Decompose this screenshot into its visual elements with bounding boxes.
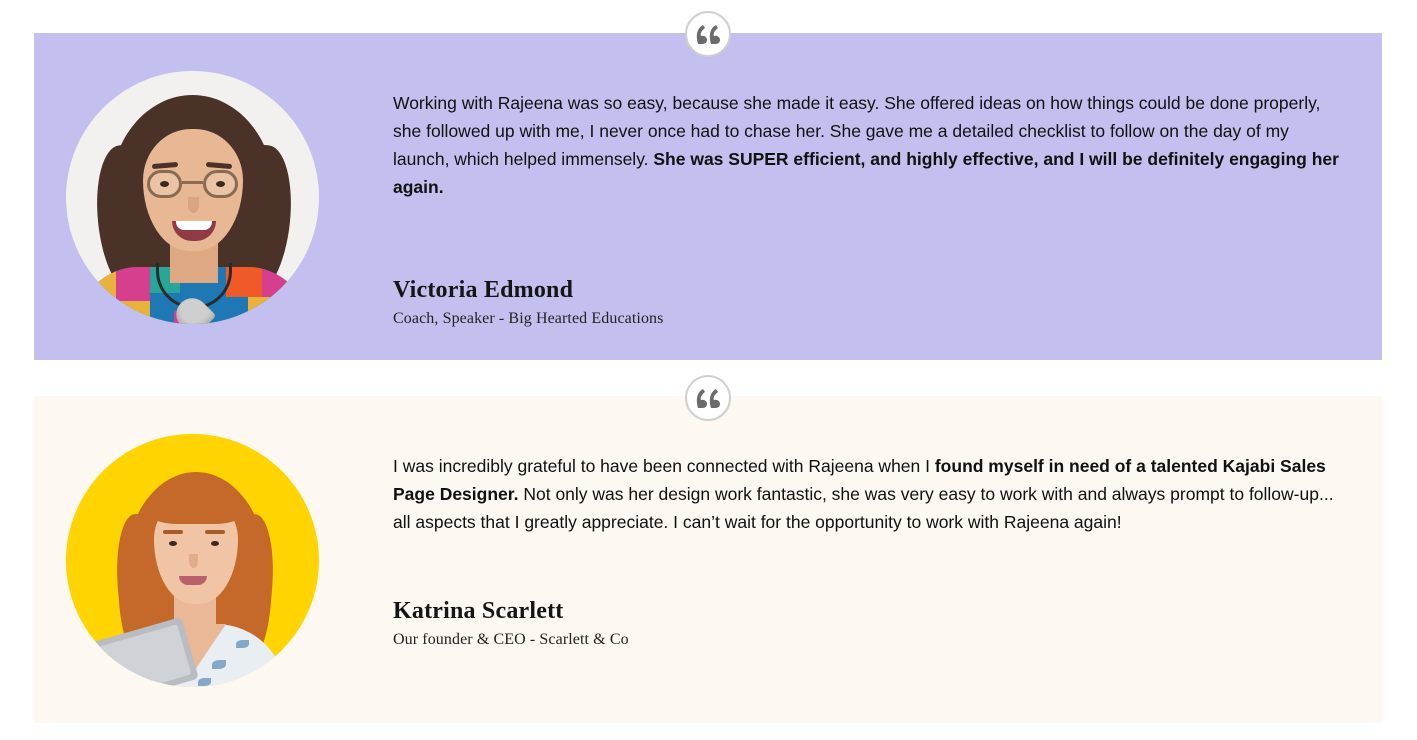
testimonial-quote xyxy=(393,89,1346,201)
testimonial-content xyxy=(319,396,1382,649)
quote-text-part-3: Not only was her design work fantastic, she was very easy to work with and always prompt to follow-up... all aspects that I greatly appreciate. I can’t wait for the opportunity to work with Rajeena again! xyxy=(393,484,1334,532)
testimonial-author-name: Katrina Scarlett xyxy=(393,598,564,624)
testimonial-author-name: Victoria Edmond xyxy=(393,277,574,303)
testimonial-author-role: Our founder & CEO - Scarlett & Co xyxy=(393,631,629,648)
quote-mark-icon xyxy=(685,11,731,57)
avatar xyxy=(66,71,319,324)
testimonial-card-victoria-edmond xyxy=(34,33,1382,360)
testimonial-card-katrina-scarlett xyxy=(34,396,1382,723)
testimonial-content xyxy=(319,33,1382,328)
quote-mark-icon xyxy=(685,375,731,421)
quote-text-bold: found myself in need of a talented Kajabi Sales Page Designer. xyxy=(393,456,1326,504)
avatar xyxy=(66,434,319,687)
quote-text-part-1: Working with Rajeena was so easy, because she made it easy. She offered ideas on how things could be done properly, she followed up with me, I never once had to chase her. She gave me a detailed checklist to follow on the day of my launch, which helped immensely. xyxy=(393,93,1321,169)
quote-text-bold: She was SUPER efficient, and highly effective, and I will be definitely engaging her again. xyxy=(393,149,1339,197)
testimonial-author-role: Coach, Speaker - Big Hearted Educations xyxy=(393,310,664,327)
avatar-wrapper xyxy=(66,71,319,324)
quote-text-part-1: I was incredibly grateful to have been connected with Rajeena when I xyxy=(393,456,935,476)
testimonial-quote xyxy=(393,452,1346,536)
avatar-wrapper xyxy=(66,434,319,687)
